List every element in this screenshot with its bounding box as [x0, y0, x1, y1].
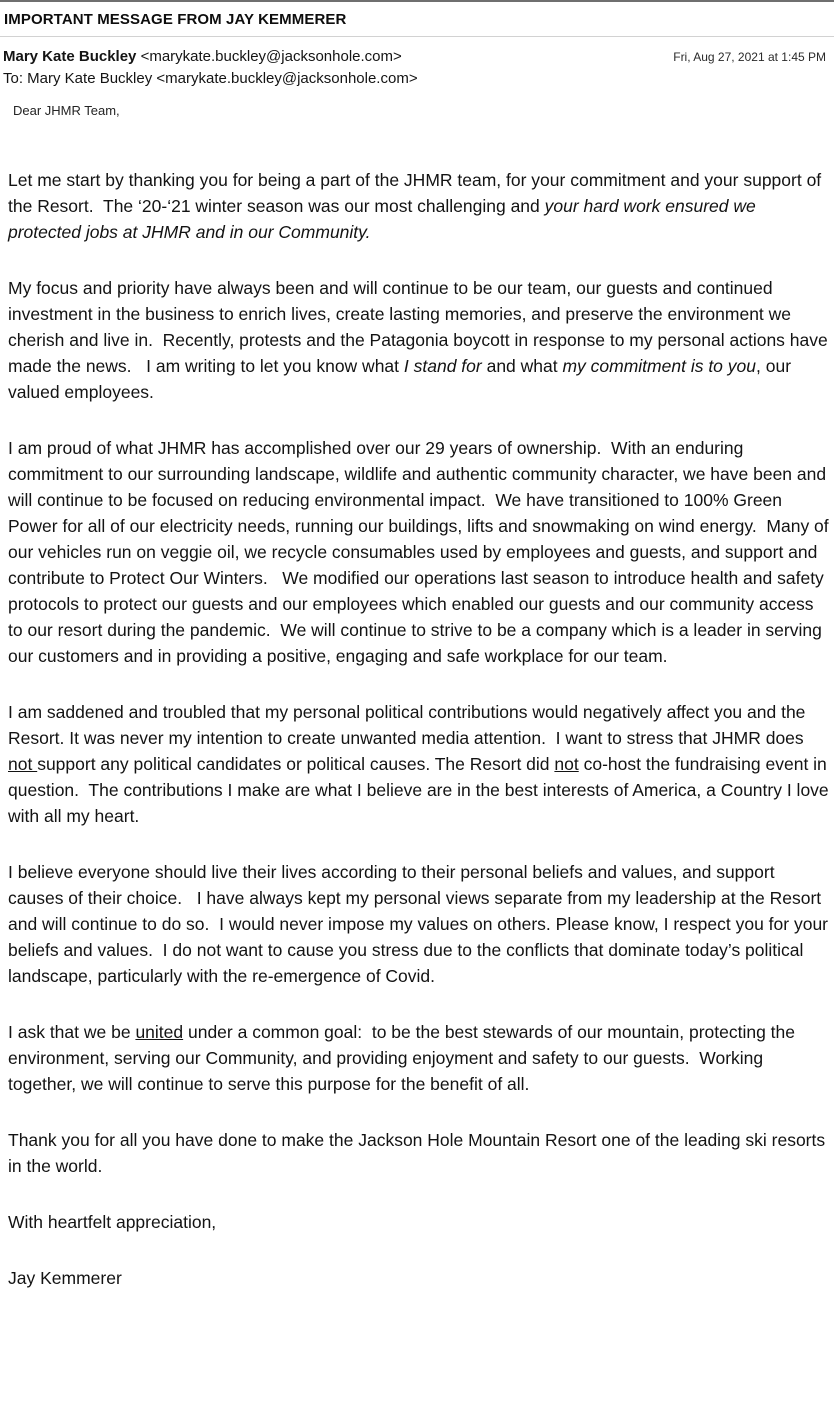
text-segment: your hard work ensured we protected jobs at JHMR and in our Community.: [8, 196, 761, 242]
text-segment: and what: [481, 356, 563, 376]
text-segment: under a common goal: to be the best stewards of our mountain, protecting the environment, serving our Community, and providing enjoyment and safety to our guests. Working together, we will continue to serve this purpose for the benefit of all.: [8, 1022, 800, 1094]
body-paragraph: [8, 275, 833, 405]
body-paragraph: [8, 1019, 830, 1097]
text-segment: Let me start by thanking you for being a part of the JHMR team, for your commitment and your support of the Resort. The ‘20-‘21 winter season was our most challenging and: [8, 170, 827, 216]
text-segment: I believe everyone should live their lives according to their personal beliefs and values, and support causes of their choice. I have always kept my personal views separate from my leadership at the Resort and will continue to do so. I would never impose my values on others. Please know, I respect you for your beliefs and values. I do not want to cause you stress due to the conflicts that dominate today’s political landscape, particularly with the re-emergence of Covid.: [8, 862, 833, 986]
text-segment: united: [135, 1022, 184, 1042]
to-line: To: Mary Kate Buckley <marykate.buckley@jacksonhole.com>: [3, 70, 418, 87]
email-date: Fri, Aug 27, 2021 at 1:45 PM: [673, 50, 826, 64]
body-paragraph: [8, 859, 833, 989]
closing-block: [0, 1209, 834, 1291]
body-paragraph: [8, 1127, 830, 1179]
text-segment: My focus and priority have always been and will continue to be our team, our guests and continued investment in the business to enrich lives, create lasting memories, and preserve the environment we cherish and live in. Recently, protests and the Patagonia boycott in response to my personal actions have made the news. I am writing to let you know what: [8, 278, 833, 376]
text-segment: my commitment is to you: [562, 356, 756, 376]
signature: Jay Kemmerer: [8, 1268, 122, 1288]
text-segment: not: [554, 754, 579, 774]
text-segment: I ask that we be: [8, 1022, 136, 1042]
text-segment: co-host the fundraising event in question. The contributions I make are what I believe are in the best interests of America, a Country I love with all my heart.: [8, 754, 834, 826]
sender-address: <marykate.buckley@jacksonhole.com>: [136, 48, 402, 65]
text-segment: I stand for: [403, 356, 482, 376]
email-subject: IMPORTANT MESSAGE FROM JAY KEMMERER: [4, 11, 347, 28]
text-segment: , our valued employees.: [8, 356, 796, 402]
body-paragraph: [8, 167, 830, 245]
text-segment: Thank you for all you have done to make the Jackson Hole Mountain Resort one of the leading ski resorts in the world.: [8, 1130, 831, 1176]
email-body: [0, 167, 834, 1179]
body-paragraph: [8, 435, 834, 669]
from-line: [3, 47, 418, 67]
text-segment: I am proud of what JHMR has accomplished over our 29 years of ownership. With an enduring commitment to our surrounding landscape, wildlife and authentic community character, we have been and will continue to be focused on reducing environmental impact. We have transitioned to 100% Green Power for all of our electricity needs, running our buildings, lifts and snowmaking on wind energy. Many of our vehicles run on veggie oil, we recycle consumables used by employees and guests, and support and contribute to Protect Our Winters. We modified our operations last season to introduce health and safety protocols to protect our guests and our employees which enabled our guests and our community access to our resort during the pandemic. We will continue to strive to be a company which is a leader in serving our customers and in providing a positive, engaging and safe workplace for our team.: [8, 438, 834, 666]
salutation: Dear JHMR Team,: [13, 103, 120, 118]
closing: With heartfelt appreciation,: [8, 1212, 217, 1232]
sender-name: Mary Kate Buckley: [3, 48, 137, 65]
text-segment: support any political candidates or political causes. The Resort did: [37, 754, 555, 774]
body-paragraph: [8, 699, 834, 829]
text-segment: not: [8, 754, 38, 774]
email-header: [0, 37, 834, 89]
header-addresses: [3, 47, 418, 89]
text-segment: I am saddened and troubled that my personal political contributions would negatively affect you and the Resort. It was never my intention to create unwanted media attention. I want to stress that JHMR does: [8, 702, 811, 748]
